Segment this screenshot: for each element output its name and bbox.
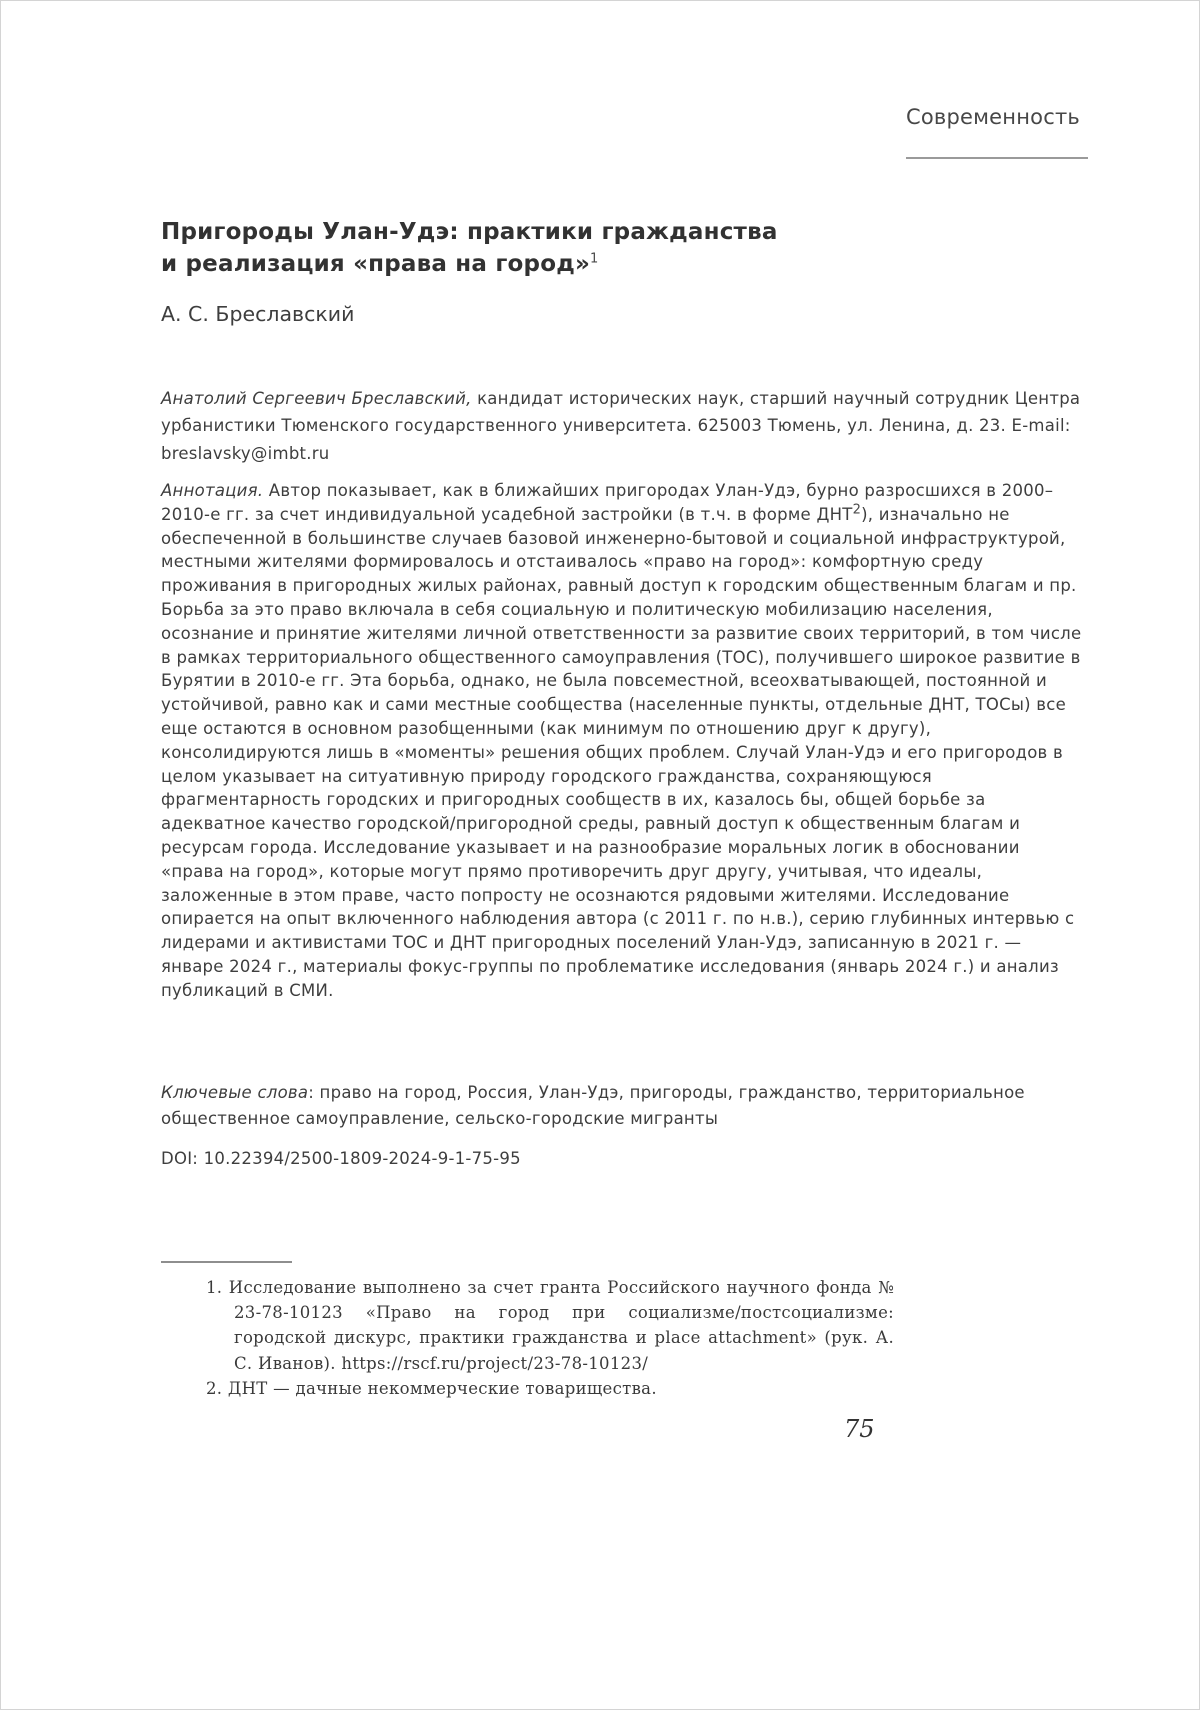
abstract-text-part1: Автор показывает, как в ближайших пригородах Улан-Удэ, бурно разросшихся в 2000–2010-е гг. за счет индивидуальной усадебной застройки (в т.ч. в форме ДНТ (161, 481, 1054, 524)
footnote-item (206, 1275, 894, 1376)
page-number: 75 (844, 1415, 875, 1443)
affiliation-author-name: Анатолий Сергеевич Бреславский, (161, 389, 472, 408)
keywords-text: : право на город, Россия, Улан-Удэ, пригороды, гражданство, территориальное общественное самоуправление, сельско-городские мигранты (161, 1083, 1025, 1128)
author-affiliation (161, 385, 1087, 467)
section-rule (906, 157, 1088, 159)
abstract-text-part2: ), изначально не обеспеченной в большинстве случаев базовой инженерно-бытовой и социальной инфраструктурой, местными жителями формировалось и отстаивалось «право на город»: комфортную среду проживания в пригородных жилых районах, равный доступ к городским общественным благам и пр. Борьба за это право включала в себя социальную и политическую мобилизацию населения, осознание и принятие жителями личной ответственности за развитие своих территорий, в том числе в рамках территориального общественного самоуправления (ТОС), получившего широкое развитие в Бурятии в 2010-е гг. Эта борьба, однако, не была повсеместной, всеохватывающей, постоянной и устойчивой, равно как и сами местные сообщества (населенные пункты, отдельные ДНТ, ТОСы) все еще остаются в основном разобщенными (как минимум по отношению друг к другу), консолидируются лишь в «моменты» решения общих проблем. Случай Улан-Удэ и его пригородов в целом указывает на ситуативную природу городского гражданства, сохраняющуюся фрагментарность городских и пригородных сообществ в их, казалось бы, общей борьбе за адекватное качество городской/пригородной среды, равный доступ к общественным благам и ресурсам города. Исследование указывает и на разнообразие моральных логик в обосновании «права на город», которые могут прямо противоречить друг другу, учитывая, что идеалы, заложенные в этом праве, часто попросту не осознаются рядовыми жителями. Исследование опирается на опыт включенного наблюдения автора (с 2011 г. по н.в.), серию глубинных интервью с лидерами и активистами ТОС и ДНТ пригородных поселений Улан-Удэ, записанную в 2021 г. — январе 2024 г., материалы фокус-группы по проблематике исследования (январь 2024 г.) и анализ публикаций в СМИ. (161, 504, 1082, 1000)
footnote-link[interactable]: https://rscf.ru/project/23-78-10123/ (341, 1353, 649, 1373)
footnote-number: 2. (206, 1378, 223, 1398)
footnote-number: 1. (206, 1278, 223, 1297)
footnote-item (206, 1376, 894, 1401)
abstract-footnote-ref-icon: 2 (852, 502, 862, 518)
article-title (161, 217, 1101, 280)
title-footnote-ref-icon: 1 (590, 250, 599, 266)
keywords (161, 1080, 1087, 1132)
footnote-text: Исследование выполнено за счет гранта Российского научного фонда № 23-78-10123 «Право на город при социализме/постсоциализме: городской дискурс, практики гражданства и place attachment» (рук. А. С. Иванов). (228, 1278, 895, 1373)
affiliation-details: кандидат исторических наук, старший научный сотрудник Центра урбанистики Тюменского государственного университета. 625003 Тюмень, ул. Ленина, д. 23. E-mail: (161, 389, 1081, 436)
abstract (161, 479, 1087, 1003)
keywords-label: Ключевые слова (161, 1083, 309, 1102)
abstract-label: Аннотация. (161, 481, 264, 500)
article-title-line1: Пригороды Улан-Удэ: практики гражданства (161, 219, 778, 245)
section-label: Современность (906, 105, 1080, 129)
footnote-text: ДНТ — дачные некоммерческие товарищества. (227, 1378, 657, 1398)
footnotes (206, 1275, 894, 1401)
doi: DOI: 10.22394/2500-1809-2024-9-1-75-95 (161, 1149, 521, 1168)
article-title-line2: и реализация «права на город» (161, 250, 591, 277)
footnote-separator (161, 1261, 292, 1263)
author-email[interactable]: breslavsky@imbt.ru (161, 443, 330, 463)
running-head (906, 104, 1088, 159)
author-name: А. С. Бреславский (161, 302, 355, 326)
